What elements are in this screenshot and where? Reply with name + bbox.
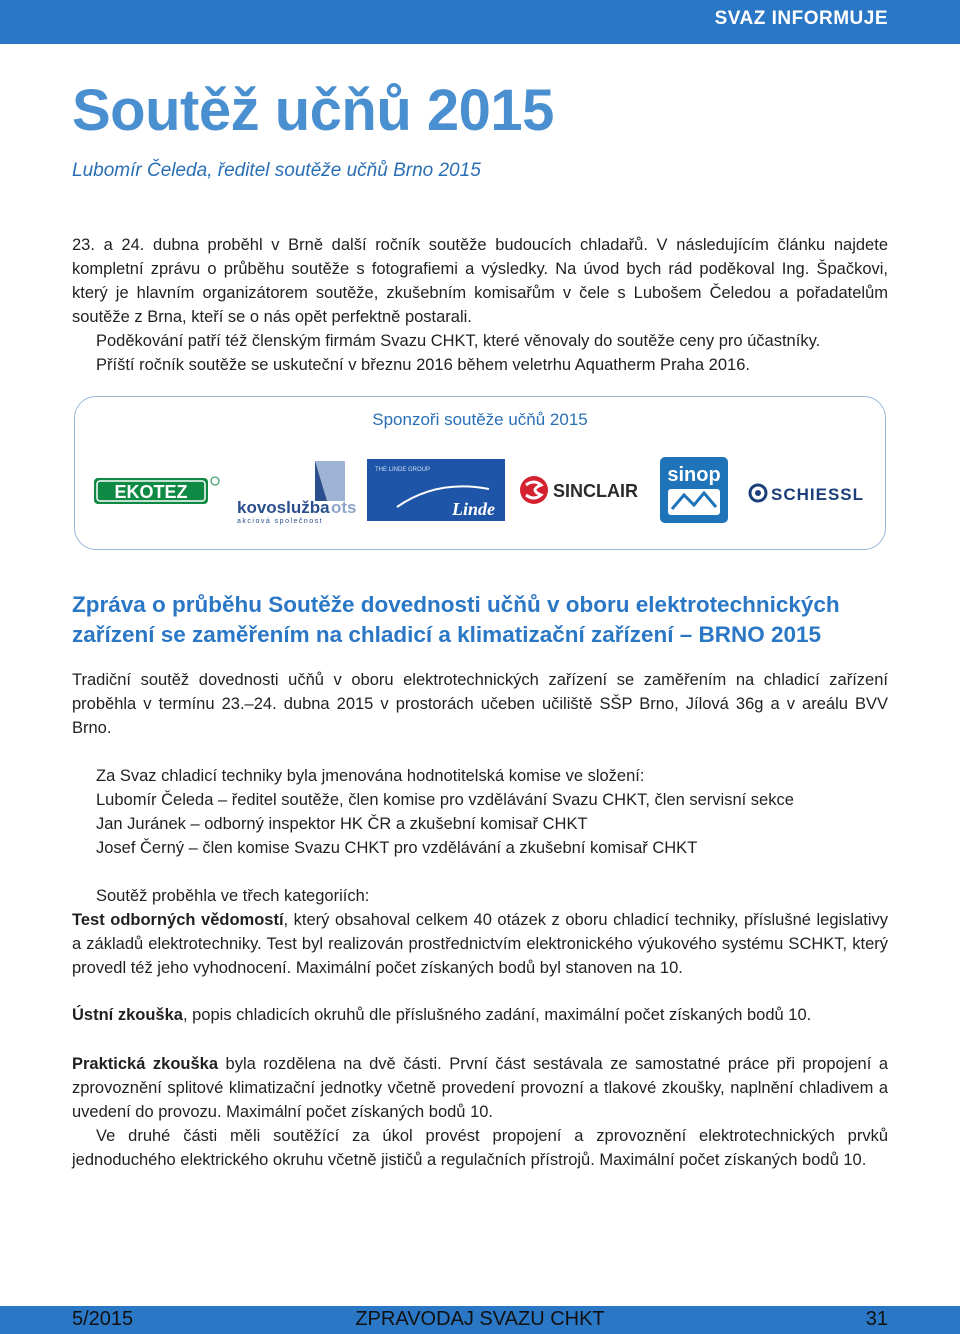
footer-page-number: 31 (865, 1308, 888, 1330)
report-paragraph: Tradiční soutěž dovednosti učňů v oboru elektrotechnických zařízení se zaměřením na chladicí zařízení proběhla v termínu 23.–24. dubna 2015 v prostorách učeben učiliště SŠP Brno, Jílová 36g a v areálu BVV Brno. (72, 671, 888, 737)
category-practical-part2: Ve druhé části měli soutěžící za úkol provést propojení a zprovoznění elektrotechnických prvků jednoduchého elektrického okruhu včetně jističů a regulačních přístrojů. Maximální počet získaných bodů 10. (72, 1127, 888, 1169)
intro-paragraph: Příští ročník soutěže se uskuteční v březnu 2016 během veletrhu Aquatherm Praha 2016. (96, 356, 750, 374)
kovosluzba-subtitle: akciová společnost (237, 518, 324, 525)
category-test-text: , který obsahoval celkem 40 otázek z oboru chladicí techniky, příslušné legislativy a základů elektrotechniky. Test byl realizován prostřednictvím elektronického výukového systému SCHKT, který provedl též jeho vyhodnocení. Maximální počet získaných bodů byl stanoven na 10. (72, 911, 889, 977)
committee-member: Lubomír Čeleda – ředitel soutěže, člen komise pro vzdělávání Svazu CHKT, člen servisní sekce (96, 791, 794, 809)
ekotez-text: EKOTEZ (114, 482, 188, 502)
category-oral (72, 1003, 888, 1027)
committee-member: Josef Černý – člen komise Svazu CHKT pro vzdělávání a zkušební komisař CHKT (96, 839, 698, 857)
sponsors-box (74, 396, 886, 550)
intro-paragraph: Poděkování patří též členským firmám Svazu CHKT, které věnovaly do soutěže ceny pro účastníky. (96, 332, 821, 350)
ekotez-logo (93, 475, 223, 507)
category-practical-label: Praktická zkouška (72, 1055, 219, 1073)
category-oral-label: Ústní zkouška (72, 1006, 183, 1024)
committee-intro: Za Svaz chladicí techniky byla jmenována hodnotitelská komise ve složení: (96, 767, 645, 785)
footer-issue: 5/2015 (72, 1308, 134, 1330)
sinop-logo (660, 457, 728, 523)
categories-block (72, 884, 888, 980)
schiessl-text: SCHIESSL (771, 485, 865, 504)
categories-intro: Soutěž proběhla ve třech kategoriích: (96, 887, 370, 905)
linde-group-text: THE LINDE GROUP (375, 467, 431, 473)
kovosluzba-text: kovoslužba (237, 498, 330, 517)
category-test-label: Test odborných vědomostí (72, 911, 284, 929)
sinop-text: sinop (667, 464, 721, 486)
report-intro (72, 668, 888, 740)
sinclair-text: SINCLAIR (553, 481, 638, 501)
schiessl-logo (747, 479, 879, 507)
practical-block (72, 1052, 888, 1172)
sinclair-logo (517, 473, 652, 507)
report-heading: Zpráva o průběhu Soutěže dovednosti učňů v oboru elektrotechnických zařízení se zaměřením na chladicí a klimatizační zařízení – BRNO 2015 (72, 592, 840, 647)
footer-publication: ZPRAVODAJ SVAZU CHKT (355, 1308, 605, 1330)
oral-block (72, 1003, 888, 1027)
article-byline: Lubomír Čeleda, ředitel soutěže učňů Brno 2015 (72, 160, 481, 181)
committee-block (72, 764, 888, 860)
kovosluzba-suffix: ots (331, 498, 357, 517)
intro-text (72, 233, 888, 377)
sponsors-title: Sponzoři soutěže učňů 2015 (372, 410, 588, 429)
kovosluzba-logo (235, 459, 361, 525)
section-label: SVAZ INFORMUJE (714, 8, 888, 29)
committee-member: Jan Juránek – odborný inspektor HK ČR a zkušební komisař CHKT (96, 815, 588, 833)
category-practical-text: byla rozdělena na dvě části. První část sestávala ze samostatné práce při propojení a zprovoznění splitové klimatizační jednotky včetně provedení provozní a tlakové zkoušky, naplnění chladivem a uvedení do provozu. Maximální počet získaných bodů 10. (72, 1055, 888, 1121)
linde-text: Linde (452, 499, 495, 519)
linde-logo (367, 459, 505, 521)
category-test (72, 908, 888, 980)
intro-paragraph: 23. a 24. dubna proběhl v Brně další ročník soutěže budoucích chladařů. V následujícím článku najdete kompletní zprávu o průběhu soutěže s fotografiemi a výsledky. Na úvod bych rád poděkoval Ing. Špačkovi, který je hlavním organizátorem soutěže, zkušebním komisařům v čele s Lubošem Čeledou a pořadatelům soutěže z Brna, kteří se o nás opět perfektně postarali. (72, 236, 888, 326)
category-oral-text: , popis chladicích okruhů dle příslušného zadání, maximální počet získaných bodů 10. (182, 1006, 812, 1024)
article-title: Soutěž učňů 2015 (72, 78, 554, 143)
category-practical (72, 1052, 888, 1124)
